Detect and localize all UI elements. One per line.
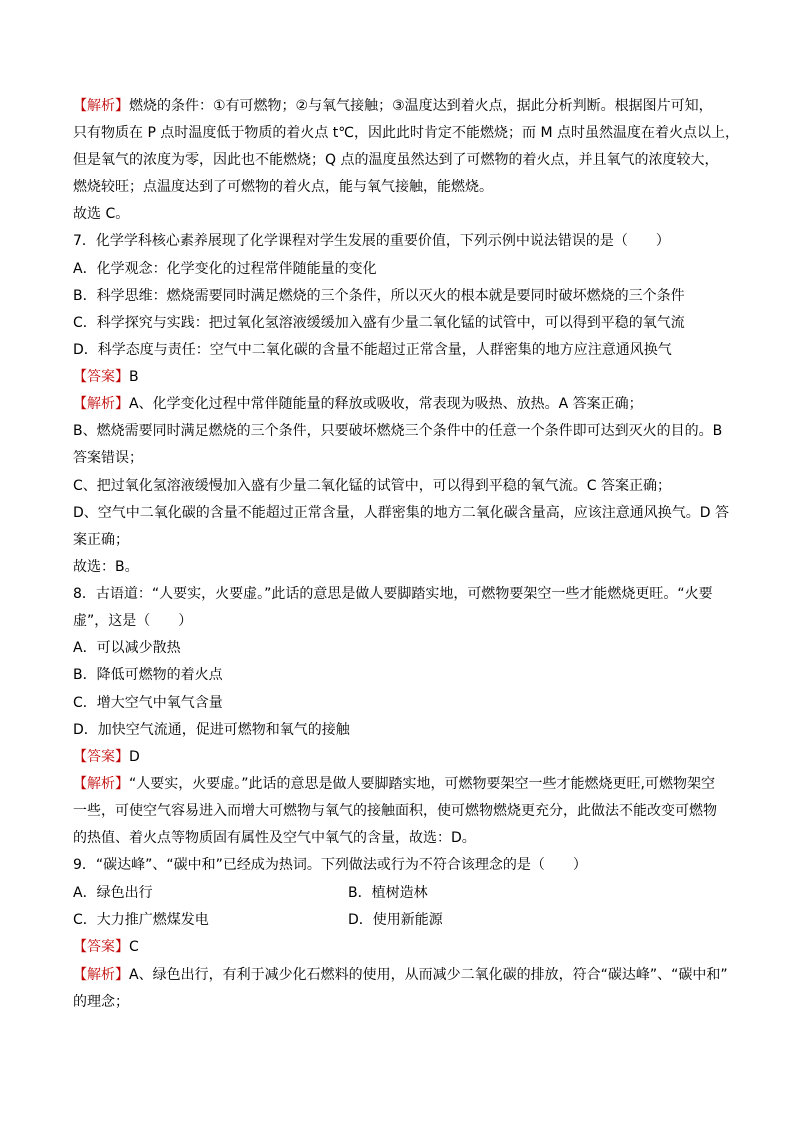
q9-analysis-line-1 — [73, 965, 728, 985]
analysis-text: 燃烧的条件：①有可燃物；②与氧气接触；③温度达到着火点，据此分析判断。根据图片可知， — [129, 98, 713, 114]
q9-option-c: C．大力推广燃煤发电 — [73, 912, 209, 928]
q6-analysis-line-3: 但是氧气的浓度为零，因此也不能燃烧；Q 点的温度虽然达到了可燃物的着火点，并且氧气的浓度较大， — [73, 152, 719, 168]
q9-option-b: B．植树造林 — [348, 885, 428, 901]
q7-stem: 7．化学学科核心素养展现了化学课程对学生发展的重要价值，下列示例中说法错误的是（ ） — [73, 233, 670, 249]
q7-option-b: B．科学思维：燃烧需要同时满足燃烧的三个条件，所以灭火的根本就是要同时破坏燃烧的三个条件 — [73, 288, 685, 304]
q7-option-c: C．科学探究与实践：把过氧化氢溶液缓缓加入盛有少量二氧化锰的试管中，可以得到平稳的氧气流 — [73, 315, 685, 331]
q8-stem-line-1: 8．古语道：“人要实，火要虚。”此话的意思是做人要脚踏实地，可燃物要架空一些才能燃烧更旺。“火要 — [73, 586, 713, 602]
q7-analysis-line-3: 答案错误； — [73, 450, 143, 466]
analysis-tag: 【解析】 — [73, 98, 129, 114]
q7-option-d: D．科学态度与责任：空气中二氧化碳的含量不能超过正常含量，人群密集的地方应注意通风换气 — [73, 342, 672, 358]
analysis-tag: 【解析】 — [73, 967, 129, 983]
answer-value: D — [129, 749, 140, 765]
q7-analysis-line-4: C、把过氧化氢溶液缓慢加入盛有少量二氧化锰的试管中，可以得到平稳的氧气流。C 答案正确； — [73, 478, 671, 494]
q6-conclusion: 故选 C。 — [73, 206, 130, 222]
q6-analysis-line-4: 燃烧较旺；点温度达到了可燃物的着火点，能与氧气接触，能燃烧。 — [73, 179, 493, 195]
analysis-tag: 【解析】 — [73, 396, 129, 412]
q6-analysis-line-1 — [73, 96, 713, 116]
q6-analysis-line-2: 只有物质在 P 点时温度低于物质的着火点 t℃，因此此时肯定不能燃烧；而 M 点时虽然温度在着火点以上， — [73, 125, 739, 141]
q7-answer — [73, 367, 139, 387]
q8-option-b: B．降低可燃物的着火点 — [73, 667, 223, 683]
q9-option-a: A．绿色出行 — [73, 885, 153, 901]
answer-tag: 【答案】 — [73, 749, 129, 765]
q7-analysis-line-6: 案正确； — [73, 532, 129, 548]
q9-analysis-line-2: 的理念； — [73, 994, 129, 1010]
q8-option-d: D．加快空气流通，促进可燃物和氧气的接触 — [73, 722, 350, 738]
analysis-text: “人要实，火要虚。”此话的意思是做人要脚踏实地，可燃物要架空一些才能燃烧更旺,可燃物架空 — [129, 776, 715, 792]
q7-analysis-line-5: D、空气中二氧化碳的含量不能超过正常含量，人群密集的地方二氧化碳含量高，应该注意通风换气。D 答 — [73, 505, 730, 521]
q7-conclusion: 故选：B。 — [73, 559, 139, 575]
answer-value: C — [129, 939, 139, 955]
q8-analysis-line-1 — [73, 774, 715, 794]
q9-stem: 9．“碳达峰”、“碳中和”已经成为热词。下列做法或行为不符合该理念的是（ ） — [73, 857, 587, 873]
q7-option-a: A．化学观念：化学变化的过程常伴随能量的变化 — [73, 261, 377, 277]
analysis-text: A、绿色出行，有利于减少化石燃料的使用，从而减少二氧化碳的排放，符合“碳达峰”、“碳中和” — [129, 967, 728, 983]
answer-tag: 【答案】 — [73, 939, 129, 955]
q8-stem-line-2: 虚”，这是（ ） — [73, 613, 193, 629]
answer-value: B — [129, 369, 139, 385]
q9-answer — [73, 937, 139, 957]
analysis-tag: 【解析】 — [73, 776, 129, 792]
q8-analysis-line-3: 的热值、着火点等物质固有属性及空气中氧气的含量，故选：D。 — [73, 830, 476, 846]
q8-option-c: C．增大空气中氧气含量 — [73, 695, 223, 711]
q9-option-d: D．使用新能源 — [348, 912, 443, 928]
q7-analysis-line-1 — [73, 394, 643, 414]
analysis-text: A、化学变化过程中常伴随能量的释放或吸收，常表现为吸热、放热。A 答案正确； — [129, 396, 643, 412]
q8-option-a: A．可以减少散热 — [73, 640, 181, 656]
q8-analysis-line-2: 一些，可使空气容易进入而增大可燃物与氧气的接触面积，使可燃物燃烧更充分，此做法不能改变可燃物 — [73, 803, 717, 819]
answer-tag: 【答案】 — [73, 369, 129, 385]
q7-analysis-line-2: B、燃烧需要同时满足燃烧的三个条件，只要破坏燃烧三个条件中的任意一个条件即可达到灭火的目的。B — [73, 423, 723, 439]
q8-answer — [73, 747, 140, 767]
